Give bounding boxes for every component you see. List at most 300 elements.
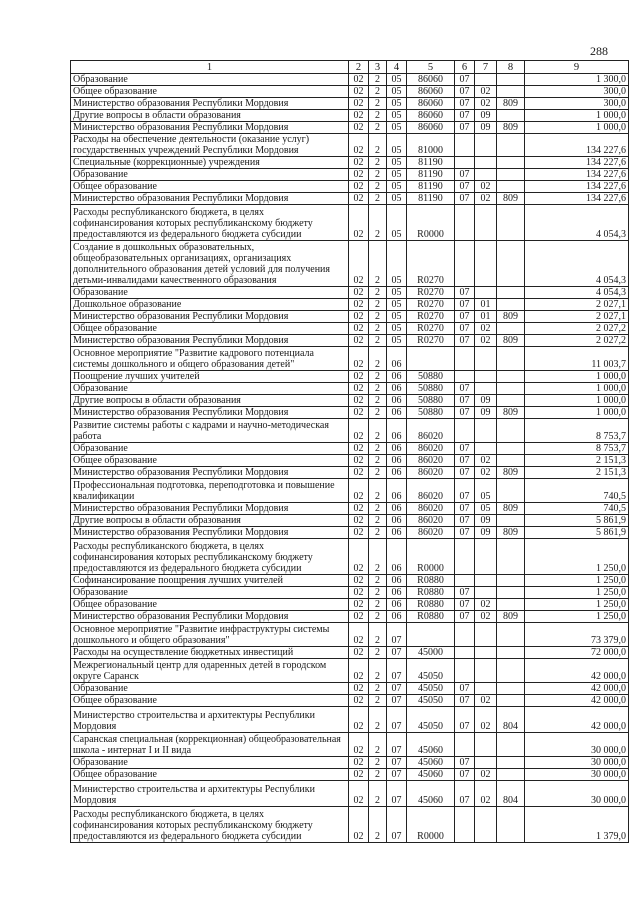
code-col-6 bbox=[455, 623, 475, 647]
code-col-2: 02 bbox=[349, 515, 369, 527]
code-col-8: 809 bbox=[497, 407, 525, 419]
code-col-5: 86060 bbox=[407, 74, 455, 86]
row-name: Основное мероприятие "Развитие кадрового потенциала системы дошкольного и общего образования детей" bbox=[71, 347, 349, 371]
code-col-7: 02 bbox=[475, 611, 497, 623]
code-col-3: 2 bbox=[369, 193, 387, 205]
code-col-8 bbox=[497, 599, 525, 611]
code-col-8 bbox=[497, 757, 525, 769]
code-col-6: 07 bbox=[455, 587, 475, 599]
page-number: 288 bbox=[590, 44, 608, 58]
code-col-3: 2 bbox=[369, 443, 387, 455]
code-col-2: 02 bbox=[349, 193, 369, 205]
code-col-2: 02 bbox=[349, 86, 369, 98]
code-col-8 bbox=[497, 623, 525, 647]
code-col-4: 06 bbox=[387, 527, 407, 539]
code-col-4: 07 bbox=[387, 623, 407, 647]
code-col-5: R0270 bbox=[407, 241, 455, 287]
code-col-4: 05 bbox=[387, 86, 407, 98]
table-row bbox=[71, 407, 629, 419]
table-row bbox=[71, 74, 629, 86]
row-name: Расходы республиканского бюджета, в целях софинансирования которых республиканскому бюджету предоставляются из федерального бюджета субсидии bbox=[71, 205, 349, 241]
column-header: 2 bbox=[349, 61, 369, 74]
amount: 42 000,0 bbox=[525, 683, 629, 695]
amount: 42 000,0 bbox=[525, 659, 629, 683]
row-name: Министерство строительства и архитектуры Республики Мордовия bbox=[71, 707, 349, 733]
amount: 30 000,0 bbox=[525, 757, 629, 769]
code-col-4: 07 bbox=[387, 695, 407, 707]
code-col-7: 02 bbox=[475, 323, 497, 335]
code-col-2: 02 bbox=[349, 659, 369, 683]
table-row bbox=[71, 455, 629, 467]
code-col-4: 05 bbox=[387, 241, 407, 287]
table-row bbox=[71, 575, 629, 587]
code-col-2: 02 bbox=[349, 419, 369, 443]
code-col-4: 06 bbox=[387, 515, 407, 527]
code-col-2: 02 bbox=[349, 110, 369, 122]
table-row bbox=[71, 383, 629, 395]
amount: 30 000,0 bbox=[525, 781, 629, 807]
code-col-4: 05 bbox=[387, 205, 407, 241]
table-row bbox=[71, 515, 629, 527]
code-col-6: 07 bbox=[455, 695, 475, 707]
code-col-5: R0880 bbox=[407, 599, 455, 611]
amount: 1 379,0 bbox=[525, 807, 629, 843]
row-name: Общее образование bbox=[71, 181, 349, 193]
code-col-3: 2 bbox=[369, 157, 387, 169]
code-col-7: 02 bbox=[475, 599, 497, 611]
code-col-2: 02 bbox=[349, 455, 369, 467]
code-col-8 bbox=[497, 371, 525, 383]
table-row bbox=[71, 323, 629, 335]
row-name: Министерство образования Республики Мордовия bbox=[71, 122, 349, 134]
code-col-8: 804 bbox=[497, 707, 525, 733]
amount: 1 250,0 bbox=[525, 599, 629, 611]
code-col-4: 05 bbox=[387, 335, 407, 347]
budget-table bbox=[70, 60, 629, 843]
code-col-8 bbox=[497, 157, 525, 169]
row-name: Общее образование bbox=[71, 769, 349, 781]
code-col-4: 06 bbox=[387, 479, 407, 503]
code-col-5: 86060 bbox=[407, 110, 455, 122]
row-name: Общее образование bbox=[71, 323, 349, 335]
row-name: Поощрение лучших учителей bbox=[71, 371, 349, 383]
table-row bbox=[71, 623, 629, 647]
code-col-6 bbox=[455, 575, 475, 587]
row-name: Министерство образования Республики Мордовия bbox=[71, 407, 349, 419]
code-col-4: 05 bbox=[387, 181, 407, 193]
code-col-7: 02 bbox=[475, 781, 497, 807]
code-col-2: 02 bbox=[349, 323, 369, 335]
code-col-7: 09 bbox=[475, 122, 497, 134]
code-col-5: R0270 bbox=[407, 323, 455, 335]
code-col-5: 50880 bbox=[407, 407, 455, 419]
code-col-3: 2 bbox=[369, 467, 387, 479]
code-col-7: 09 bbox=[475, 407, 497, 419]
code-col-8 bbox=[497, 134, 525, 157]
code-col-5: 86020 bbox=[407, 479, 455, 503]
code-col-2: 02 bbox=[349, 611, 369, 623]
code-col-5: R0270 bbox=[407, 287, 455, 299]
row-name: Софинансирование поощрения лучших учителей bbox=[71, 575, 349, 587]
amount: 4 054,3 bbox=[525, 287, 629, 299]
code-col-3: 2 bbox=[369, 611, 387, 623]
code-col-3: 2 bbox=[369, 181, 387, 193]
code-col-4: 07 bbox=[387, 733, 407, 757]
table-body bbox=[71, 74, 629, 843]
row-name: Министерство образования Республики Мордовия bbox=[71, 311, 349, 323]
code-col-8 bbox=[497, 683, 525, 695]
code-col-4: 07 bbox=[387, 781, 407, 807]
code-col-6: 07 bbox=[455, 599, 475, 611]
code-col-6 bbox=[455, 205, 475, 241]
table-row bbox=[71, 287, 629, 299]
code-col-7 bbox=[475, 241, 497, 287]
code-col-7 bbox=[475, 287, 497, 299]
table-row bbox=[71, 539, 629, 575]
code-col-2: 02 bbox=[349, 623, 369, 647]
row-name: Расходы на обеспечение деятельности (оказание услуг) государственных учреждений Республики Мордовия bbox=[71, 134, 349, 157]
code-col-3: 2 bbox=[369, 623, 387, 647]
table-row bbox=[71, 443, 629, 455]
code-col-4: 05 bbox=[387, 311, 407, 323]
code-col-4: 06 bbox=[387, 371, 407, 383]
code-col-5: 50880 bbox=[407, 371, 455, 383]
code-col-2: 02 bbox=[349, 74, 369, 86]
code-col-6: 07 bbox=[455, 407, 475, 419]
code-col-5: 45050 bbox=[407, 659, 455, 683]
code-col-7 bbox=[475, 383, 497, 395]
row-name: Министерство строительства и архитектуры Республики Мордовия bbox=[71, 781, 349, 807]
row-name: Саранская специальная (коррекционная) общеобразовательная школа - интернат I и II вида bbox=[71, 733, 349, 757]
amount: 1 000,0 bbox=[525, 395, 629, 407]
code-col-2: 02 bbox=[349, 539, 369, 575]
table-row bbox=[71, 647, 629, 659]
code-col-8: 809 bbox=[497, 193, 525, 205]
row-name: Расходы республиканского бюджета, в целях софинансирования которых республиканскому бюджету предоставляются из федерального бюджета субсидии bbox=[71, 807, 349, 843]
code-col-3: 2 bbox=[369, 599, 387, 611]
table-row bbox=[71, 599, 629, 611]
code-col-8 bbox=[497, 419, 525, 443]
amount: 2 151,3 bbox=[525, 455, 629, 467]
code-col-8: 809 bbox=[497, 611, 525, 623]
code-col-5: 81190 bbox=[407, 157, 455, 169]
code-col-3: 2 bbox=[369, 371, 387, 383]
code-col-6 bbox=[455, 647, 475, 659]
code-col-5: 45000 bbox=[407, 647, 455, 659]
code-col-4: 07 bbox=[387, 659, 407, 683]
code-col-8 bbox=[497, 110, 525, 122]
code-col-8 bbox=[497, 181, 525, 193]
table-row bbox=[71, 311, 629, 323]
row-name: Дошкольное образование bbox=[71, 299, 349, 311]
code-col-6: 07 bbox=[455, 299, 475, 311]
code-col-4: 06 bbox=[387, 395, 407, 407]
code-col-8: 809 bbox=[497, 467, 525, 479]
code-col-4: 06 bbox=[387, 443, 407, 455]
code-col-2: 02 bbox=[349, 347, 369, 371]
code-col-5: 81190 bbox=[407, 193, 455, 205]
code-col-7 bbox=[475, 371, 497, 383]
amount: 300,0 bbox=[525, 86, 629, 98]
code-col-5: 86020 bbox=[407, 515, 455, 527]
code-col-3: 2 bbox=[369, 479, 387, 503]
row-name: Министерство образования Республики Мордовия bbox=[71, 503, 349, 515]
amount: 42 000,0 bbox=[525, 695, 629, 707]
code-col-5: 45050 bbox=[407, 683, 455, 695]
code-col-4: 05 bbox=[387, 74, 407, 86]
code-col-4: 06 bbox=[387, 611, 407, 623]
code-col-2: 02 bbox=[349, 757, 369, 769]
code-col-6: 07 bbox=[455, 193, 475, 205]
amount: 11 003,7 bbox=[525, 347, 629, 371]
code-col-5: 86060 bbox=[407, 86, 455, 98]
code-col-5: R0000 bbox=[407, 539, 455, 575]
code-col-3: 2 bbox=[369, 733, 387, 757]
amount: 134 227,6 bbox=[525, 169, 629, 181]
code-col-7 bbox=[475, 74, 497, 86]
code-col-6: 07 bbox=[455, 122, 475, 134]
code-col-3: 2 bbox=[369, 527, 387, 539]
code-col-7 bbox=[475, 807, 497, 843]
amount: 1 250,0 bbox=[525, 539, 629, 575]
code-col-5 bbox=[407, 623, 455, 647]
table-row bbox=[71, 807, 629, 843]
code-col-8 bbox=[497, 347, 525, 371]
code-col-6: 07 bbox=[455, 503, 475, 515]
row-name: Министерство образования Республики Мордовия bbox=[71, 467, 349, 479]
code-col-5: 81000 bbox=[407, 134, 455, 157]
code-col-5: R0270 bbox=[407, 311, 455, 323]
code-col-3: 2 bbox=[369, 807, 387, 843]
table-header-row bbox=[71, 61, 629, 74]
code-col-3: 2 bbox=[369, 169, 387, 181]
column-header: 6 bbox=[455, 61, 475, 74]
code-col-5: 81190 bbox=[407, 169, 455, 181]
code-col-4: 06 bbox=[387, 455, 407, 467]
amount: 30 000,0 bbox=[525, 733, 629, 757]
table-row bbox=[71, 781, 629, 807]
code-col-3: 2 bbox=[369, 241, 387, 287]
code-col-2: 02 bbox=[349, 395, 369, 407]
amount: 72 000,0 bbox=[525, 647, 629, 659]
code-col-5: 45060 bbox=[407, 781, 455, 807]
code-col-7: 02 bbox=[475, 467, 497, 479]
table-row bbox=[71, 241, 629, 287]
code-col-3: 2 bbox=[369, 647, 387, 659]
code-col-3: 2 bbox=[369, 395, 387, 407]
code-col-4: 05 bbox=[387, 299, 407, 311]
code-col-4: 06 bbox=[387, 587, 407, 599]
code-col-3: 2 bbox=[369, 98, 387, 110]
table-row bbox=[71, 683, 629, 695]
code-col-8 bbox=[497, 287, 525, 299]
code-col-8 bbox=[497, 807, 525, 843]
table-row bbox=[71, 299, 629, 311]
code-col-6 bbox=[455, 733, 475, 757]
code-col-8 bbox=[497, 539, 525, 575]
code-col-3: 2 bbox=[369, 205, 387, 241]
code-col-6: 07 bbox=[455, 323, 475, 335]
code-col-7: 02 bbox=[475, 695, 497, 707]
code-col-3: 2 bbox=[369, 455, 387, 467]
table-row bbox=[71, 503, 629, 515]
code-col-5: 86060 bbox=[407, 122, 455, 134]
row-name: Расходы республиканского бюджета, в целях софинансирования которых республиканскому бюджету предоставляются из федерального бюджета субсидии bbox=[71, 539, 349, 575]
row-name: Общее образование bbox=[71, 695, 349, 707]
code-col-4: 05 bbox=[387, 323, 407, 335]
row-name: Министерство образования Республики Мордовия bbox=[71, 193, 349, 205]
code-col-3: 2 bbox=[369, 110, 387, 122]
code-col-6: 07 bbox=[455, 527, 475, 539]
code-col-6: 07 bbox=[455, 110, 475, 122]
table-row bbox=[71, 193, 629, 205]
table-row bbox=[71, 611, 629, 623]
code-col-3: 2 bbox=[369, 407, 387, 419]
row-name: Общее образование bbox=[71, 599, 349, 611]
code-col-4: 05 bbox=[387, 287, 407, 299]
table-row bbox=[71, 371, 629, 383]
code-col-8 bbox=[497, 443, 525, 455]
code-col-2: 02 bbox=[349, 695, 369, 707]
code-col-7 bbox=[475, 683, 497, 695]
code-col-2: 02 bbox=[349, 781, 369, 807]
row-name: Министерство образования Республики Мордовия bbox=[71, 527, 349, 539]
code-col-8: 809 bbox=[497, 311, 525, 323]
table-row bbox=[71, 527, 629, 539]
code-col-6: 07 bbox=[455, 86, 475, 98]
code-col-7: 02 bbox=[475, 335, 497, 347]
row-name: Образование bbox=[71, 587, 349, 599]
amount: 1 000,0 bbox=[525, 110, 629, 122]
code-col-6 bbox=[455, 419, 475, 443]
code-col-7 bbox=[475, 647, 497, 659]
code-col-2: 02 bbox=[349, 407, 369, 419]
code-col-7: 02 bbox=[475, 193, 497, 205]
column-header: 1 bbox=[71, 61, 349, 74]
code-col-6: 07 bbox=[455, 707, 475, 733]
code-col-2: 02 bbox=[349, 335, 369, 347]
table-row bbox=[71, 98, 629, 110]
code-col-7: 02 bbox=[475, 98, 497, 110]
code-col-7 bbox=[475, 575, 497, 587]
code-col-8 bbox=[497, 515, 525, 527]
table-row bbox=[71, 122, 629, 134]
amount: 134 227,6 bbox=[525, 193, 629, 205]
table-row bbox=[71, 181, 629, 193]
code-col-4: 05 bbox=[387, 157, 407, 169]
code-col-6: 07 bbox=[455, 74, 475, 86]
row-name: Министерство образования Республики Мордовия bbox=[71, 611, 349, 623]
code-col-5: 45060 bbox=[407, 769, 455, 781]
code-col-3: 2 bbox=[369, 299, 387, 311]
table-row bbox=[71, 479, 629, 503]
code-col-5: R0880 bbox=[407, 575, 455, 587]
code-col-8 bbox=[497, 695, 525, 707]
code-col-5: 86020 bbox=[407, 503, 455, 515]
code-col-3: 2 bbox=[369, 287, 387, 299]
code-col-7: 09 bbox=[475, 515, 497, 527]
table-row bbox=[71, 347, 629, 371]
code-col-2: 02 bbox=[349, 707, 369, 733]
row-name: Образование bbox=[71, 169, 349, 181]
amount: 1 000,0 bbox=[525, 122, 629, 134]
table-row bbox=[71, 335, 629, 347]
code-col-5: 45050 bbox=[407, 707, 455, 733]
column-header: 3 bbox=[369, 61, 387, 74]
code-col-5: 86020 bbox=[407, 419, 455, 443]
column-header: 7 bbox=[475, 61, 497, 74]
code-col-7 bbox=[475, 347, 497, 371]
code-col-4: 05 bbox=[387, 134, 407, 157]
code-col-5: R0880 bbox=[407, 587, 455, 599]
code-col-6 bbox=[455, 371, 475, 383]
code-col-3: 2 bbox=[369, 383, 387, 395]
code-col-7 bbox=[475, 539, 497, 575]
code-col-5: R0000 bbox=[407, 807, 455, 843]
code-col-3: 2 bbox=[369, 347, 387, 371]
code-col-5: 86020 bbox=[407, 467, 455, 479]
code-col-6: 07 bbox=[455, 455, 475, 467]
row-name: Другие вопросы в области образования bbox=[71, 515, 349, 527]
table-row bbox=[71, 86, 629, 98]
code-col-6: 07 bbox=[455, 479, 475, 503]
amount: 1 000,0 bbox=[525, 407, 629, 419]
code-col-5: 50880 bbox=[407, 383, 455, 395]
code-col-3: 2 bbox=[369, 86, 387, 98]
code-col-6: 07 bbox=[455, 683, 475, 695]
code-col-5: 86020 bbox=[407, 527, 455, 539]
code-col-2: 02 bbox=[349, 299, 369, 311]
row-name: Другие вопросы в области образования bbox=[71, 110, 349, 122]
code-col-6: 07 bbox=[455, 181, 475, 193]
code-col-7: 01 bbox=[475, 311, 497, 323]
code-col-3: 2 bbox=[369, 335, 387, 347]
code-col-8: 809 bbox=[497, 335, 525, 347]
code-col-2: 02 bbox=[349, 479, 369, 503]
row-name: Общее образование bbox=[71, 455, 349, 467]
code-col-4: 07 bbox=[387, 683, 407, 695]
code-col-7: 05 bbox=[475, 503, 497, 515]
table-row bbox=[71, 757, 629, 769]
row-name: Образование bbox=[71, 74, 349, 86]
row-name: Образование bbox=[71, 443, 349, 455]
amount: 740,5 bbox=[525, 503, 629, 515]
amount: 134 227,6 bbox=[525, 157, 629, 169]
code-col-8 bbox=[497, 74, 525, 86]
code-col-5: 81190 bbox=[407, 181, 455, 193]
code-col-3: 2 bbox=[369, 769, 387, 781]
code-col-8: 809 bbox=[497, 527, 525, 539]
code-col-2: 02 bbox=[349, 733, 369, 757]
amount: 2 151,3 bbox=[525, 467, 629, 479]
code-col-4: 06 bbox=[387, 467, 407, 479]
code-col-7 bbox=[475, 659, 497, 683]
amount: 2 027,1 bbox=[525, 299, 629, 311]
code-col-5: R0000 bbox=[407, 205, 455, 241]
amount: 8 753,7 bbox=[525, 419, 629, 443]
row-name: Основное мероприятие "Развитие инфраструктуры системы дошкольного и общего образования" bbox=[71, 623, 349, 647]
table-row bbox=[71, 587, 629, 599]
code-col-8 bbox=[497, 587, 525, 599]
row-name: Развитие системы работы с кадрами и научно-методическая работа bbox=[71, 419, 349, 443]
code-col-3: 2 bbox=[369, 575, 387, 587]
table-row bbox=[71, 467, 629, 479]
code-col-4: 05 bbox=[387, 98, 407, 110]
code-col-6: 07 bbox=[455, 611, 475, 623]
code-col-6 bbox=[455, 539, 475, 575]
code-col-2: 02 bbox=[349, 443, 369, 455]
table-row bbox=[71, 134, 629, 157]
